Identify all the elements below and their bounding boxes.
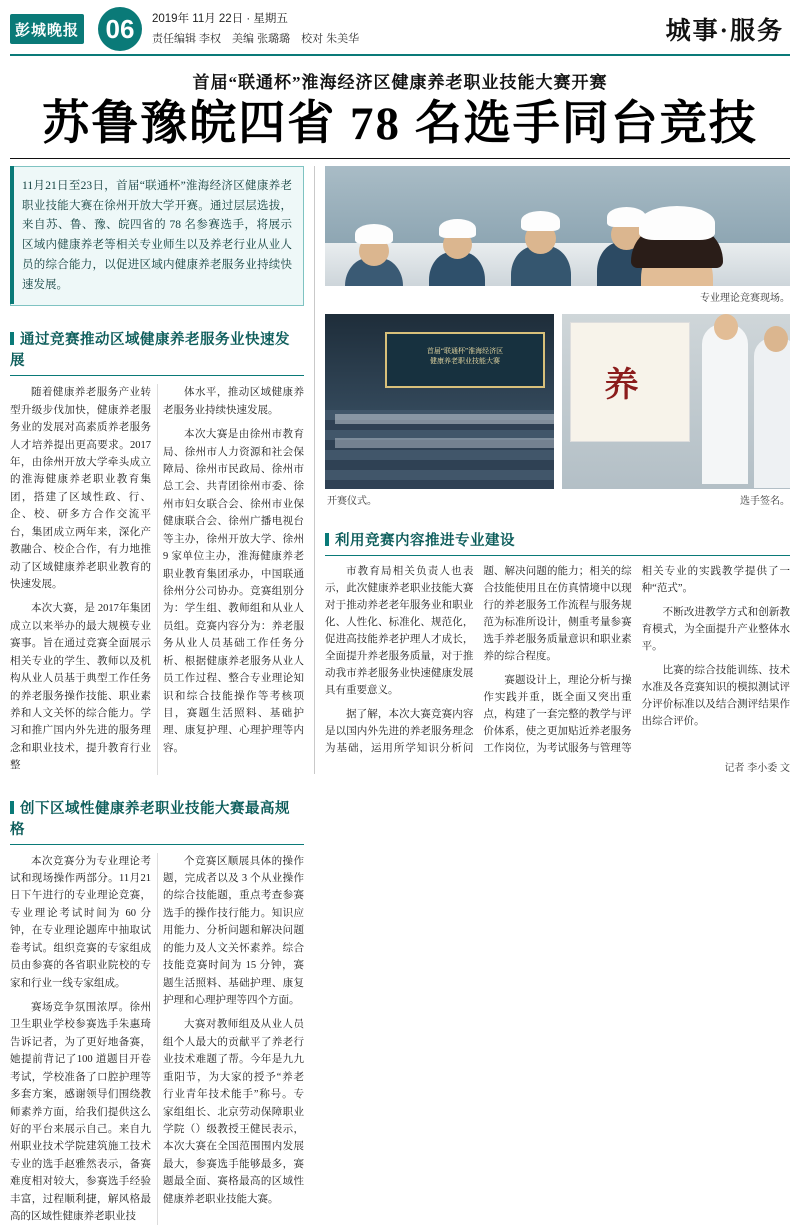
masthead [10, 8, 790, 56]
heading-accent-bar [10, 801, 14, 814]
stage-banner-text [387, 334, 543, 367]
photo-main-subject-cap [639, 206, 715, 240]
byline: 记者 李小委 文 [724, 762, 790, 774]
paragraph: 赛题设计上，理论分析与操作实践并重，既全面又突出重点，构建了一套完整的教学与评价体系，使之更加贴近养老服务工作岗位，为考试服务与管理等相关专业的实践教学提供了一种“范式”。 [483, 565, 790, 754]
section-heading-2 [10, 789, 304, 845]
main-photo-caption: 专业理论竞赛现场。 [700, 292, 790, 304]
left-column [10, 166, 315, 1223]
sub-photo-right-content [562, 314, 791, 489]
audience-row [335, 438, 554, 448]
heading-accent-bar [325, 533, 329, 546]
section-3-text [325, 563, 790, 757]
paragraph: 本次竞赛分为专业理论考试和现场操作两部分。11月21日下午进行的专业理论竞赛，专业理论考试时间为 60 分钟，在专业理论题库中抽取试卷考试。组织竞赛的专家组成员由参赛的各省职业院校的专家和行业一线专家组成。 [10, 855, 151, 989]
paragraph: 市教育局相关负责人也表示，此次健康养老职业技能大赛对于推动养老老年服务业和职业化、人性化、标准化、规范化，促进高技能养老护理人才成长，全面提升养老服务质量，对于推动我市养老服务业快速健康发展具有重要意义。 [325, 565, 474, 696]
paragraph: 本次大赛是由徐州市教育局、徐州市人力资源和社会保障局、徐州市民政局、徐州市总工会、共青团徐州市委、徐州市妇女联合会、徐州市业保健康联合会、徐州广播电视台等主办，徐州开放大学、徐州 9 家单位主办，淮海健康养老职业教育集团承办，中国联通徐州分公司协办。竞赛组别分为：学生组、教师组和从业人员组。竞赛内容分为：养老服务从业人员基础工作任务分析、根据健康养老服务从业人员工作过程、整合专业理论知识和综合技能操作等考核项目，赛题生活照料、基础护理、康复护理、心理护理等内容。 [163, 429, 304, 754]
photo-figure-coat [702, 324, 748, 484]
article-body [10, 166, 790, 1223]
calligraphy-board [570, 322, 690, 442]
editorial-credits: 责任编辑 李权 美编 张璐璐 校对 朱美华 [152, 32, 360, 45]
calligraphy-character: 养 [604, 366, 639, 404]
secondary-photos [325, 314, 790, 489]
section-heading-1-label: 通过竞赛推动区域健康养老服务业快速发展 [10, 332, 290, 370]
section-1-text [10, 384, 304, 774]
page-number-badge: 06 [98, 7, 142, 51]
sub-photo-right [562, 314, 791, 489]
photo-nurse-cap [355, 224, 393, 244]
section-title: 城事·服务 [665, 18, 784, 45]
paragraph: 不断改进教学方式和创新教育模式，为全面提升产业整体水平。 [641, 606, 790, 652]
section-2-text [10, 853, 304, 1225]
secondary-photo-captions [325, 489, 790, 507]
section-heading-1 [10, 320, 304, 376]
paragraph: 体水平，推动区域健康养老服务业持续快速发展。 [163, 387, 304, 416]
main-photo [325, 166, 790, 286]
paragraph: 个竞赛区顺展具体的操作题，完成者以及 3 个从业操作的综合技能题，重点考查参赛选手的操作技行能力。知识应用能力、分析问题和解决问题的能力及人文关怀素养。综合技能竞赛时间为 15 分钟，赛题生活照料、基础护理、康复护理和心理护理等四个方面。 [163, 855, 304, 1006]
paragraph: 本次大赛，是 2017年集团成立以来举办的最大规模专业赛事。旨在通过竞赛全面展示相关专业的学生、教师以及机构从业人员基于典型工作任务的养老服务操作技能、职业素养和人文关怀的综合能力。学习和推广国内外先进的服务理念和职业技术，提升教育行业整 [10, 603, 151, 772]
masthead-meta [152, 11, 359, 48]
sub-photo-left-content [325, 314, 554, 489]
paragraph: 比赛的综合技能训练、技术水准及各竞赛知识的模拟测试评分评价标准以及结合测评结果作出综合评价。 [641, 664, 790, 727]
photo-nurse-cap [439, 219, 476, 238]
lead-text: 11月21日至23日，首届“联通杯”淮海经济区健康养老职业技能大赛在徐州开放大学开赛。通过层层选拔，来自苏、鲁、豫、皖四省的 78 名参赛选手，将展示区域内健康养老等相关专业师生以及养老行业从业人员的综合能力，以促进区域内健康养老服务业持续快速发展。 [22, 179, 292, 291]
paragraph: 据了解，本次大赛竞赛内容是以国内外先进的养老服务理念为基础，运用所学知识分析问题、解决问题的能力；相关的综合技能使用且在仿真情境中以现行的养老服务工作流程与服务规范为标准所设计，侧重考量参赛选手养老服务质量意识和职业素养的综合程度。 [325, 565, 632, 754]
sub-photo-right-caption: 选手签名。 [740, 495, 790, 507]
stage-screen [385, 332, 545, 388]
newspaper-logo: 彭城晚报 [10, 14, 84, 44]
photo-background [325, 166, 790, 243]
main-photo-content [325, 166, 790, 286]
stage-banner-line-1: 首届“联通杯”淮海经济区 [426, 346, 504, 355]
stage-banner-line-2: 健康养老职业技能大赛 [430, 357, 500, 366]
photo-nurse-cap [521, 211, 560, 231]
right-column [315, 166, 790, 774]
paragraph: 赛场竞争氛围浓厚。徐州卫生职业学校参赛选手朱惠琦告诉记者，为了更好地备赛，她提前背记了100 道题目开卷考试，学校准备了口腔护理等多套方案，感谢领导们围绕教师素养方面，给我们提供这么好的平台来展示自己。来自九州职业技术学院建筑施工技术专业的选手赵雅然表示，备赛难度相对较大，参赛选手经验丰富，过程顺利捷，解风格最高的区域性健康养老职业技 [10, 1002, 151, 1223]
section-heading-2-label: 创下区域性健康养老职业技能大赛最高规格 [10, 800, 290, 838]
section-heading-3-label: 利用竞赛内容推进专业建设 [335, 532, 515, 549]
lead-abstract [10, 166, 304, 307]
photo-figure-head [764, 326, 788, 352]
sub-photo-left-caption: 开赛仪式。 [327, 495, 377, 507]
publication-date: 2019年 11月 22日 · 星期五 [152, 12, 288, 25]
audience-row [335, 414, 554, 424]
paragraph: 大赛对教师组及从业人员组个人最大的贡献平了养老行业技术难题了帮。今年是九九重阳节，为大家的授予“养老行业青年技术能手”称号。专家组组长、北京劳动保障职业学院（）级教授王健民表示，本次大赛在全国范围围内发展最大，参赛选手能够最多，赛题最全面、赛格最高的区域性健康养老职业技能大赛。 [163, 1019, 304, 1205]
photo-figure-head [714, 314, 738, 340]
headline-kicker: 首届“联通杯”淮海经济区健康养老职业技能大赛开赛 [192, 73, 608, 92]
section-heading-3 [325, 521, 790, 556]
headline-divider [10, 158, 790, 159]
page-title: 苏鲁豫皖四省 78 名选手同台竞技 [42, 98, 758, 150]
paragraph: 随着健康养老服务产业转型升级步伐加快，健康养老服务业的发展对高素质养老服务人才培养提出更高要求。2017年，由徐州开放大学牵头成立的淮海健康养老职业教育集团，搭建了区域性政、行、企、校、研多方合作交流平台，集团成立两年来，深化产教融合、校企合作，有力地推动了区域健康养老职业教育的快速发展。 [10, 387, 151, 590]
sub-photo-left [325, 314, 554, 489]
photo-figure-coat [754, 338, 791, 488]
heading-accent-bar [10, 332, 14, 345]
